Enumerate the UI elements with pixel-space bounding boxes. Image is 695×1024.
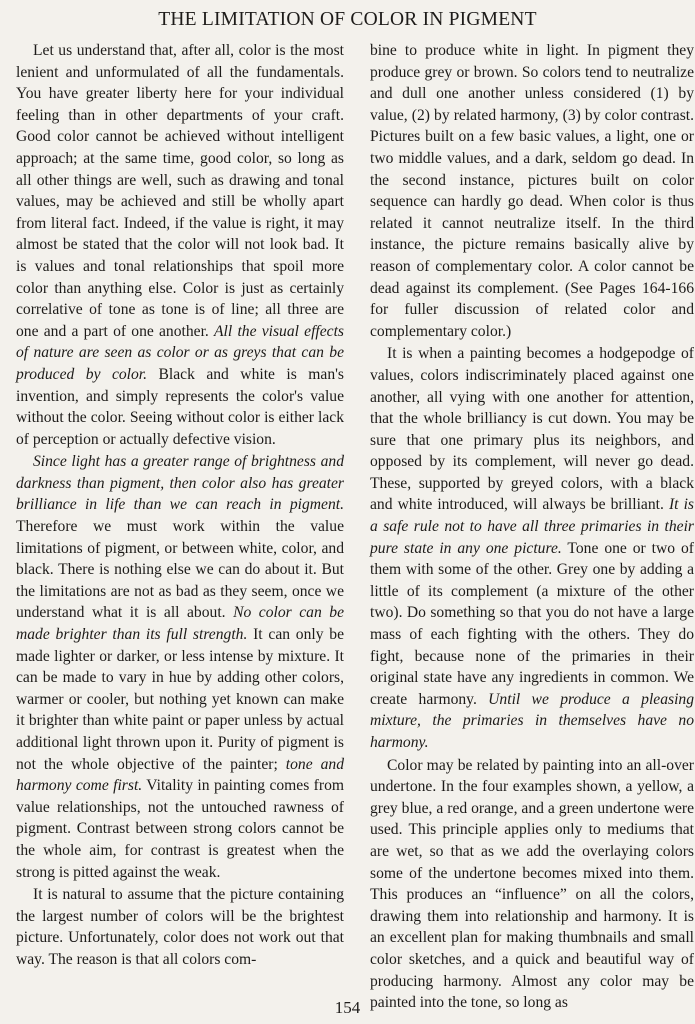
italic-text: tone and harmony come first. <box>16 755 344 795</box>
text-segment: Let us understand that, after all, color is the most lenient and unformulated of all the fundamentals. You have greater liberty here for your individual feeling than in other departments of your craft. Good color cannot be achieved without intelligent approach; at the same time, good color, so long as all other things are well, such as drawing and tonal values, may be achieved and still be wholly apart from literal fact. Indeed, if the value is right, it may almost be stated that the color will not look bad. It is values and tonal relationships that spoil more color than anything else. Color is just as certainly correlative of tone as tone is of line; all three are one and a part of one another. <box>16 42 344 340</box>
paragraph <box>370 755 694 1014</box>
text-segment: Therefore we must work within the value limitations of pigment, or between white, color, and black. There is nothing else we can do about it. But the limitations are not as bad as they seem, once we understand what it is all about. <box>16 518 344 622</box>
paragraph <box>16 451 344 883</box>
text-segment: It is natural to assume that the picture containing the largest number of colors will be the brightest picture. Unfortunately, color does not work out that way. The reason is that all colors com- <box>16 886 344 968</box>
italic-text: All the visual effects of nature are seen as color or as greys that can be produced by color. <box>16 322 345 383</box>
page-number: 154 <box>334 998 361 1017</box>
text-segment: It is when a painting becomes a hodgepodge of values, colors indiscriminately placed against one another, all vying with one another for attention, that the whole brilliancy is cut down. You may be sure that one primary plus its neighbors, and opposed by its complement, will never go dead. These, supported by greyed colors, with a black and white introduced, will always be brilliant. <box>370 345 694 514</box>
italic-text: Since light has a greater range of brightness and darkness than pigment, then color also has greater brilliance in life than we can reach in pigment. <box>16 453 344 514</box>
italic-text: Until we produce a pleasing mixture, the primaries in themselves have no harmony. <box>370 690 694 751</box>
italic-text: No color can be made brighter than its full strength. <box>16 604 344 644</box>
paragraph <box>16 40 344 450</box>
paragraph <box>370 343 694 753</box>
text-segment: Vitality in painting comes from value relationships, not the untouched rawness of pigment. Contrast between strong colors cannot be the whole aim, for contrast is greatest when the strong is pitted against the weak. <box>16 777 344 881</box>
paragraph <box>16 884 344 970</box>
text-segment: Color may be related by painting into an all-over undertone. In the four examples shown, a yellow, a grey blue, a red orange, and a green undertone were used. This principle applies only to mediums that are wet, so that as we add the overlaying colors some of the undertone becomes mixed into them. This produces an “influence” on all the colors, drawing them into relationship and harmony. It is an excellent plan for making thumbnails and small color sketches, and a quick and beautiful way of producing harmony. Almost any color may be painted into the tone, so long as <box>370 756 694 1012</box>
text-segment: Tone one or two of them with some of the other. Grey one by adding a little of its complement (a mixture of the other two). Do something so that you do not have a large mass of each fighting with the others. They do fight, because none of the primaries in their original state have any ingredients in common. We create harmony. <box>370 539 694 708</box>
text-segment: bine to produce white in light. In pigment they produce grey or brown. So colors tend to neutralize and dull one another unless considered (1) by value, (2) by related harmony, (3) by color contrast. Pictures built on a few basic values, a light, one or two middle values, and a dark, seldom go dead. In the second instance, pictures built on color sequence can hardly go dead. When color is thus related it cannot neutralize itself. In the third instance, the picture remains basically alive by reason of complementary color. A color cannot be dead against its complement. (See Pages 164-166 for fuller discussion of related color and complementary color.) <box>370 42 694 340</box>
left-column <box>16 40 344 972</box>
page-title: THE LIMITATION OF COLOR IN PIGMENT <box>158 9 537 30</box>
text-segment: Black and white is man's invention, and simply represents the color's value without the color. Seeing without color is either lack of perception or actually defective vision. <box>16 365 344 448</box>
right-column <box>370 40 694 1015</box>
italic-text: It is a safe rule not to have all three primaries in their pure state in any one picture. <box>370 496 694 557</box>
paragraph <box>370 40 694 342</box>
text-segment: It can only be made lighter or darker, or less intense by mixture. It can be made to vary in hue by adding other colors, warmer or cooler, but nothing yet known can make it brighter than white paint or paper unless by actual additional light thrown upon it. Purity of pigment is not the whole objective of the painter; <box>16 626 344 773</box>
